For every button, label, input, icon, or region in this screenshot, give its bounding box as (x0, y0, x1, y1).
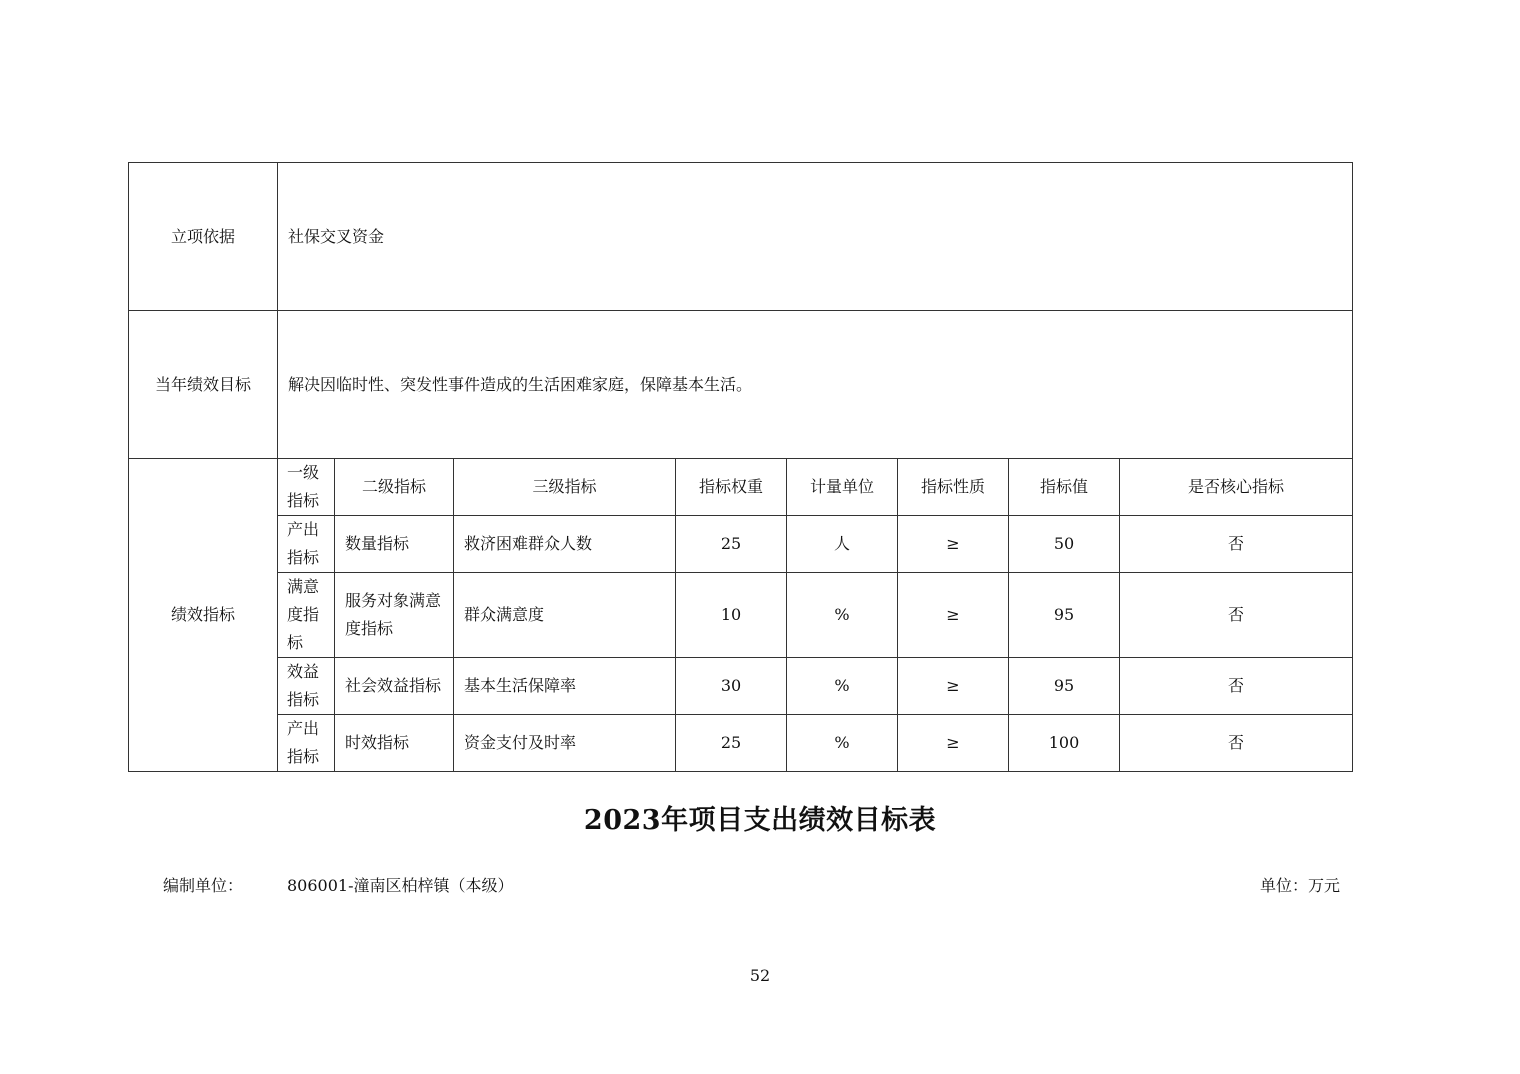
row-core: 否 (1120, 715, 1353, 772)
row-unit: % (787, 573, 898, 658)
performance-table (128, 162, 1353, 772)
row-nature: ≥ (898, 573, 1009, 658)
basis-row (129, 163, 1353, 311)
header-level1: 一级指标 (278, 459, 335, 516)
row-weight: 25 (676, 715, 787, 772)
row-level1: 效益指标 (278, 658, 335, 715)
header-weight: 指标权重 (676, 459, 787, 516)
row-core: 否 (1120, 573, 1353, 658)
header-level2: 二级指标 (335, 459, 454, 516)
goal-label: 当年绩效目标 (129, 311, 278, 459)
row-level3: 救济困难群众人数 (454, 516, 676, 573)
unit-text: 单位：万元 (1260, 876, 1341, 895)
row-level2: 时效指标 (335, 715, 454, 772)
row-weight: 25 (676, 516, 787, 573)
goal-row (129, 311, 1353, 459)
table-row (129, 573, 1353, 658)
row-value: 95 (1009, 573, 1120, 658)
table-row (129, 658, 1353, 715)
row-nature: ≥ (898, 516, 1009, 573)
header-value: 指标值 (1009, 459, 1120, 516)
page-number: 52 (749, 966, 771, 985)
row-nature: ≥ (898, 658, 1009, 715)
goal-value: 解决因临时性、突发性事件造成的生活困难家庭，保障基本生活。 (278, 311, 1353, 459)
row-level2: 服务对象满意度指标 (335, 573, 454, 658)
row-level3: 基本生活保障率 (454, 658, 676, 715)
header-unit: 计量单位 (787, 459, 898, 516)
org-label: 编制单位： (163, 876, 244, 895)
row-weight: 10 (676, 573, 787, 658)
page-title: 2023年项目支出绩效目标表 (583, 805, 937, 836)
org-value: 806001-潼南区柏梓镇（本级） (287, 876, 514, 895)
row-level3: 资金支付及时率 (454, 715, 676, 772)
row-nature: ≥ (898, 715, 1009, 772)
header-core: 是否核心指标 (1120, 459, 1353, 516)
header-nature: 指标性质 (898, 459, 1009, 516)
row-weight: 30 (676, 658, 787, 715)
row-unit: % (787, 715, 898, 772)
row-unit: % (787, 658, 898, 715)
row-level1: 产出指标 (278, 715, 335, 772)
row-level2: 数量指标 (335, 516, 454, 573)
row-level1: 满意度指标 (278, 573, 335, 658)
table-row (129, 715, 1353, 772)
row-value: 50 (1009, 516, 1120, 573)
row-core: 否 (1120, 658, 1353, 715)
row-value: 100 (1009, 715, 1120, 772)
header-level3: 三级指标 (454, 459, 676, 516)
table-row (129, 516, 1353, 573)
row-level2: 社会效益指标 (335, 658, 454, 715)
basis-label: 立项依据 (129, 163, 278, 311)
row-level3: 群众满意度 (454, 573, 676, 658)
row-core: 否 (1120, 516, 1353, 573)
basis-value: 社保交叉资金 (278, 163, 1353, 311)
header-row (129, 459, 1353, 516)
row-unit: 人 (787, 516, 898, 573)
indicators-label: 绩效指标 (129, 459, 278, 772)
row-level1: 产出指标 (278, 516, 335, 573)
row-value: 95 (1009, 658, 1120, 715)
